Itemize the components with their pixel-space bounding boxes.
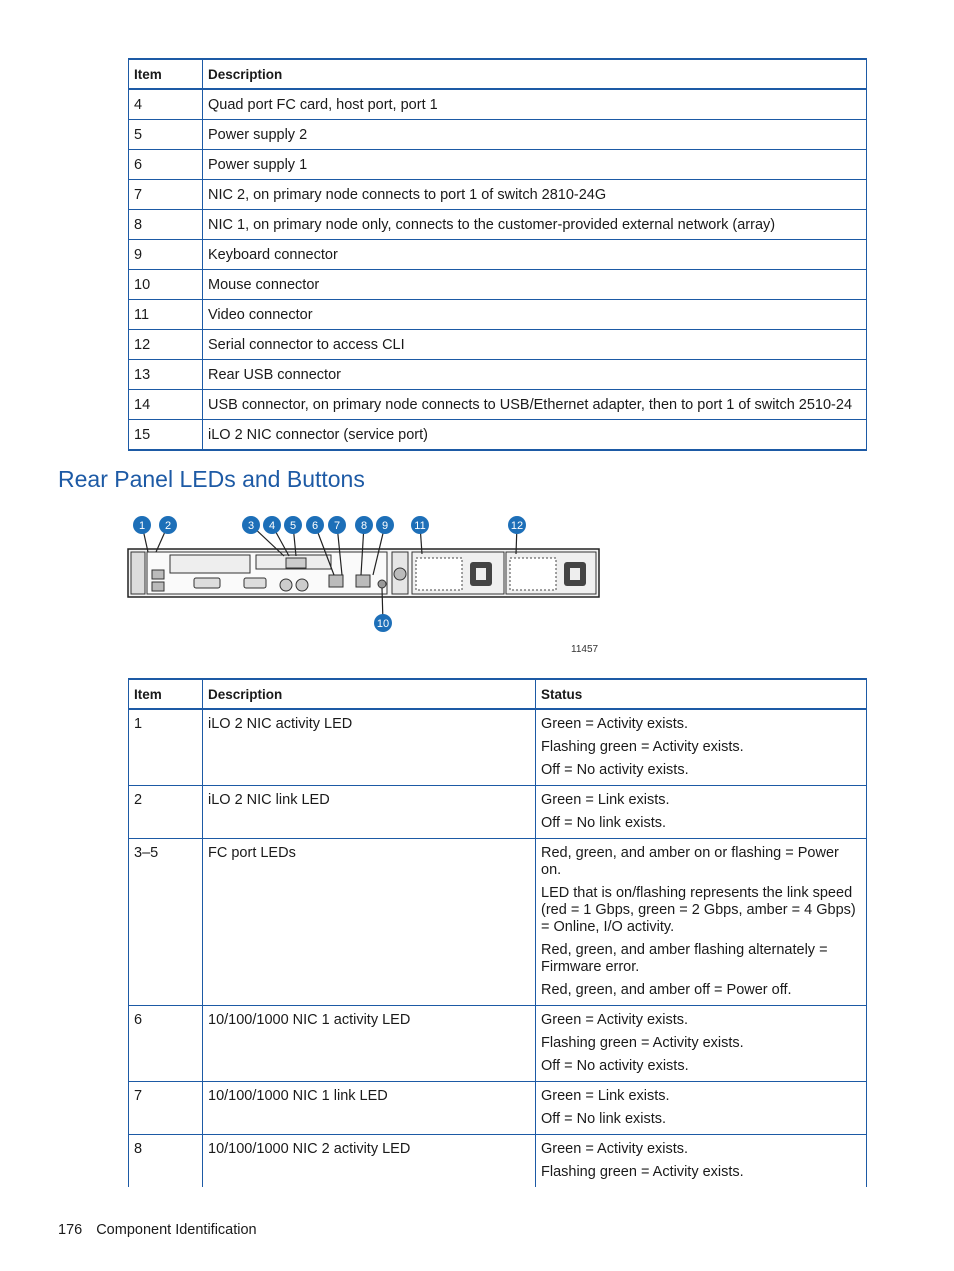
status-line: Flashing green = Activity exists. [541, 1035, 744, 1051]
rear-panel-leds-table [128, 678, 867, 1187]
description-cell: iLO 2 NIC activity LED [203, 709, 536, 786]
callout-label: 10 [376, 618, 390, 630]
table-row [129, 709, 867, 786]
callout-label: 6 [311, 520, 319, 532]
status-line: Off = No link exists. [541, 815, 667, 831]
status-line: Green = Link exists. [541, 1088, 670, 1104]
table-row [129, 390, 867, 420]
table-row [129, 89, 867, 120]
callout-label: 8 [360, 520, 368, 532]
callout-label: 12 [510, 520, 524, 532]
item-cell: 5 [129, 120, 203, 150]
callout-label: 3 [247, 520, 255, 532]
item-cell: 3–5 [129, 839, 203, 1006]
status-line: Flashing green = Activity exists. [541, 739, 744, 755]
status-line: Green = Activity exists. [541, 716, 689, 732]
table-row [129, 1006, 867, 1082]
callout-label: 2 [164, 520, 172, 532]
rear-panel-diagram [126, 512, 606, 657]
status-cell [536, 709, 867, 786]
status-line: LED that is on/flashing represents the link speed (red = 1 Gbps, green = 2 Gbps, amber = 4 Gbps) = Online, I/O activity. [541, 885, 856, 935]
column-header-item: Item [129, 679, 203, 709]
table-row [129, 240, 867, 270]
table-row [129, 1135, 867, 1188]
description-cell: 10/100/1000 NIC 1 activity LED [203, 1006, 536, 1082]
status-line: Red, green, and amber off = Power off. [541, 982, 792, 998]
table-row [129, 270, 867, 300]
status-line: Green = Activity exists. [541, 1012, 689, 1028]
description-cell: 10/100/1000 NIC 1 link LED [203, 1082, 536, 1135]
table-row [129, 1082, 867, 1135]
status-cell [536, 1135, 867, 1188]
callout-label: 7 [333, 520, 341, 532]
section-heading: Rear Panel LEDs and Buttons [58, 466, 365, 492]
table-row [129, 420, 867, 451]
item-cell: 13 [129, 360, 203, 390]
item-cell: 10 [129, 270, 203, 300]
callout-1 [133, 516, 151, 534]
column-header-item: Item [129, 59, 203, 89]
table-row [129, 786, 867, 839]
callout-5 [284, 516, 302, 534]
table-row [129, 210, 867, 240]
table-row [129, 150, 867, 180]
description-cell: Quad port FC card, host port, port 1 [203, 89, 867, 120]
description-cell: Power supply 2 [203, 120, 867, 150]
item-cell: 4 [129, 89, 203, 120]
item-cell: 8 [129, 210, 203, 240]
column-header-description: Description [203, 679, 536, 709]
table-row [129, 360, 867, 390]
description-cell: Power supply 1 [203, 150, 867, 180]
server-chassis [128, 549, 599, 597]
description-cell: NIC 2, on primary node connects to port 1 of switch 2810-24G [203, 180, 867, 210]
description-cell: NIC 1, on primary node only, connects to the customer-provided external network (array) [203, 210, 867, 240]
table-row [129, 180, 867, 210]
callout-8 [355, 516, 373, 534]
page-footer [58, 1222, 271, 1238]
status-line: Off = No link exists. [541, 1111, 667, 1127]
column-header-status: Status [536, 679, 867, 709]
callout-9 [376, 516, 394, 534]
description-cell: FC port LEDs [203, 839, 536, 1006]
callout-7 [328, 516, 346, 534]
description-cell: Serial connector to access CLI [203, 330, 867, 360]
description-cell: iLO 2 NIC link LED [203, 786, 536, 839]
table-row [129, 120, 867, 150]
description-cell: USB connector, on primary node connects to USB/Ethernet adapter, then to port 1 of switch 2510-24 [203, 390, 867, 420]
status-line: Red, green, and amber on or flashing = Power on. [541, 845, 839, 878]
items-table-continued [128, 58, 867, 451]
callout-label: 11 [414, 520, 426, 532]
callout-11 [411, 516, 429, 534]
status-cell [536, 1082, 867, 1135]
description-cell: 10/100/1000 NIC 2 activity LED [203, 1135, 536, 1188]
item-cell: 9 [129, 240, 203, 270]
item-cell: 1 [129, 709, 203, 786]
callout-10 [374, 614, 392, 632]
table-header-row [129, 59, 867, 89]
callout-6 [306, 516, 324, 534]
callout-12 [508, 516, 526, 534]
footer-section-title: Component Identification [96, 1222, 257, 1238]
callout-label: 9 [381, 520, 389, 532]
callout-label: 4 [268, 520, 276, 532]
table-row [129, 300, 867, 330]
item-cell: 12 [129, 330, 203, 360]
status-line: Red, green, and amber flashing alternately = Firmware error. [541, 942, 828, 975]
table-row [129, 330, 867, 360]
description-cell: Video connector [203, 300, 867, 330]
page-number: 176 [58, 1222, 83, 1238]
item-cell: 2 [129, 786, 203, 839]
item-cell: 15 [129, 420, 203, 451]
item-cell: 6 [129, 150, 203, 180]
callout-label: 1 [138, 520, 146, 532]
item-cell: 7 [129, 180, 203, 210]
status-line: Flashing green = Activity exists. [541, 1164, 744, 1180]
description-cell: iLO 2 NIC connector (service port) [203, 420, 867, 451]
description-cell: Keyboard connector [203, 240, 867, 270]
item-cell: 14 [129, 390, 203, 420]
status-cell [536, 786, 867, 839]
callout-label: 5 [289, 520, 297, 532]
status-cell [536, 1006, 867, 1082]
item-cell: 7 [129, 1082, 203, 1135]
table-row [129, 839, 867, 1006]
status-cell [536, 839, 867, 1006]
callout-4 [263, 516, 281, 534]
figure-id: 11457 [571, 644, 599, 655]
status-line: Green = Link exists. [541, 792, 670, 808]
table-header-row [129, 679, 867, 709]
description-cell: Rear USB connector [203, 360, 867, 390]
item-cell: 11 [129, 300, 203, 330]
status-line: Off = No activity exists. [541, 1058, 689, 1074]
callout-3 [242, 516, 260, 534]
status-line: Off = No activity exists. [541, 762, 689, 778]
item-cell: 6 [129, 1006, 203, 1082]
callout-2 [159, 516, 177, 534]
description-cell: Mouse connector [203, 270, 867, 300]
column-header-description: Description [203, 59, 867, 89]
status-line: Green = Activity exists. [541, 1141, 689, 1157]
item-cell: 8 [129, 1135, 203, 1188]
